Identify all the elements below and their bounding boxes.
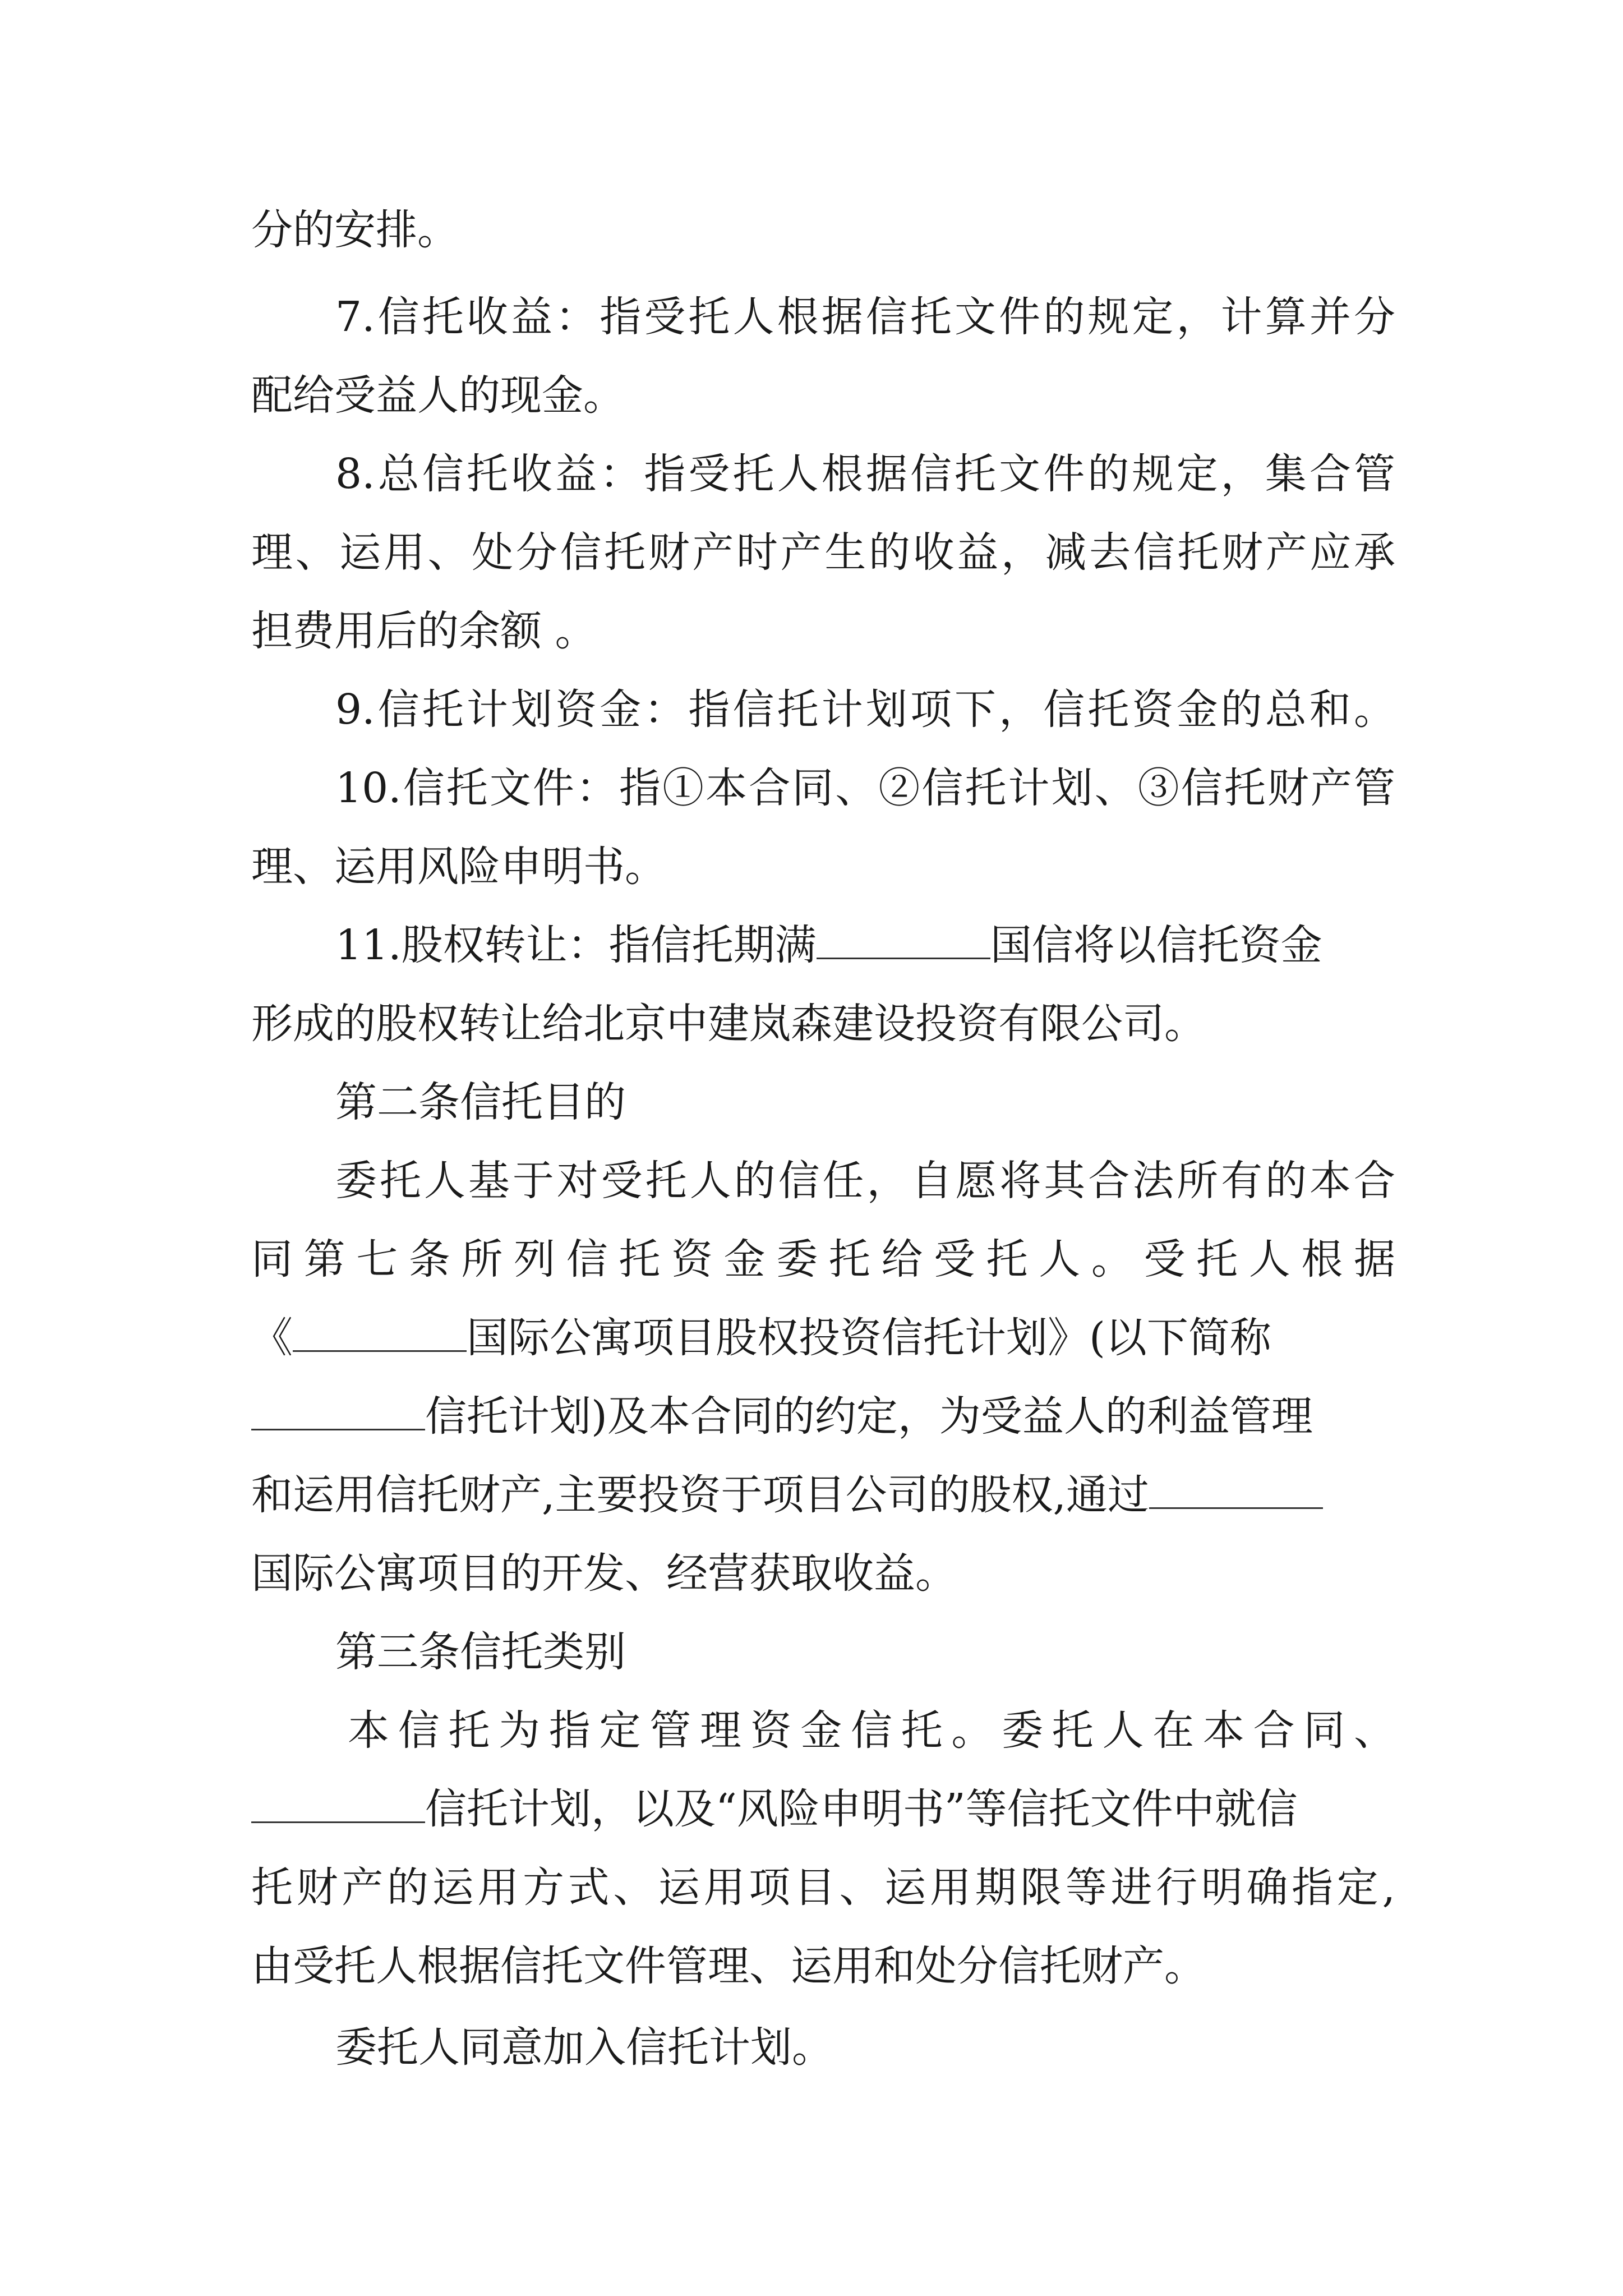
article-2-line-2: 同第七条所列信托资金委托给受托人。受托人根据: [251, 1235, 1395, 1283]
clause-7-line-2: 配给受益人的现金。: [251, 371, 625, 420]
clause-10-line-2: 理、运用风险申明书。: [251, 843, 666, 891]
article-2-text: 信托计划)及本合同的约定，为受益人的利益管理: [425, 1392, 1313, 1441]
article-2-line-3: [251, 1310, 1395, 1366]
article-2-text: 和运用信托财产,主要投资于项目公司的股权,通过: [251, 1471, 1150, 1519]
article-2-text: 国际公寓项目股权投资信托计划》(以下简称: [467, 1314, 1271, 1362]
clause-8-line-1: 8.总信托收益：指受托人根据信托文件的规定，集合管: [335, 450, 1395, 498]
clause-11-text-a: 11.股权转让：指信托期满: [335, 921, 817, 969]
article-2-line-5: [251, 1467, 1395, 1523]
blank-field: [293, 1313, 467, 1352]
clause-7-line-1: 7.信托收益：指受托人根据信托文件的规定，计算并分: [335, 293, 1395, 341]
blank-field: [251, 1392, 425, 1430]
article-2-heading: 第二条信托目的: [335, 1078, 626, 1126]
clause-8-line-2: 理、运用、处分信托财产时产生的收益，减去信托财产应承: [251, 528, 1395, 577]
article-3-heading: 第三条信托类别: [335, 1628, 626, 1676]
text-line: 分的安排。: [251, 206, 459, 254]
article-3-line-5: 委托人同意加入信托计划。: [335, 2023, 833, 2072]
blank-field: [1149, 1470, 1323, 1509]
blank-field: [817, 921, 990, 959]
blank-field: [251, 1784, 425, 1823]
clause-11-line-1: [335, 917, 1395, 973]
article-2-line-4: [251, 1388, 1395, 1444]
article-3-line-4: 由受托人根据信托文件管理、运用和处分信托财产。: [251, 1942, 1206, 1990]
article-3-line-1: 本信托为指定管理资金信托。委托人在本合同、: [348, 1706, 1395, 1755]
article-2-line-6: 国际公寓项目的开发、经营获取收益。: [251, 1549, 957, 1598]
clause-11-text-b: 国信将以信托资金: [990, 921, 1322, 969]
article-3-line-2: [251, 1781, 1395, 1837]
clause-8-line-3: 担费用后的余额 。: [251, 607, 597, 655]
clause-11-line-2: 形成的股权转让给北京中建岚森建设投资有限公司。: [251, 1000, 1206, 1048]
book-title-open: 《: [251, 1314, 293, 1362]
article-2-line-1: 委托人基于对受托人的信任，自愿将其合法所有的本合: [335, 1157, 1395, 1205]
clause-10-line-1: 10.信托文件：指①本合同、②信托计划、③信托财产管: [335, 764, 1395, 812]
clause-9-line-1: 9.信托计划资金：指信托计划项下，信托资金的总和。: [335, 685, 1395, 734]
article-3-line-3: 托财产的运用方式、运用项目、运用期限等进行明确指定,: [251, 1864, 1395, 1912]
article-3-text: 信托计划，以及“风险申明书”等信托文件中就信: [425, 1785, 1298, 1833]
